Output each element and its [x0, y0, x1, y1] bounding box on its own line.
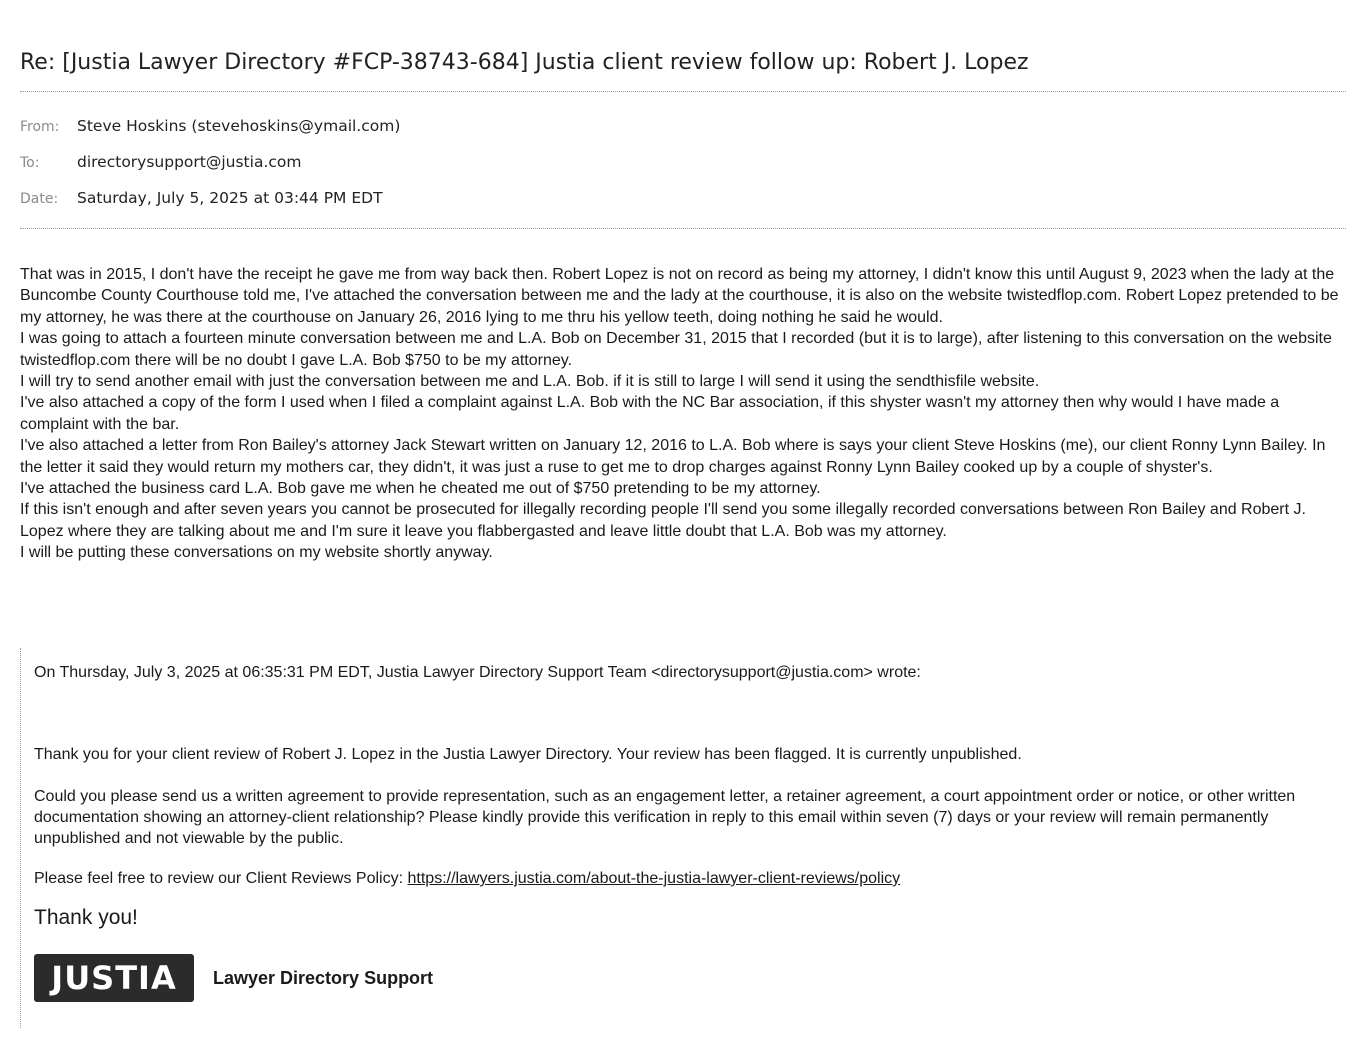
- date-row: [20, 189, 383, 207]
- quote-paragraph-flagged: Thank you for your client review of Robert J. Lopez in the Justia Lawyer Directory. Your review has been flagged. It is currently unpublished.: [34, 746, 1022, 763]
- body-paragraph: I've also attached a letter from Ron Bailey's attorney Jack Stewart written on January 12, 2016 to L.A. Bob where is says your client Steve Hoskins (me), our client Ronny Lynn Bailey. In the letter it said they would return my mothers car, they didn't, it was just a ruse to get me to drop charges against Ronny Lynn Bailey cooked up by a couple of shyster's.: [20, 437, 1326, 476]
- to-value[interactable]: directorysupport@justia.com: [77, 153, 302, 171]
- body-paragraph: I will be putting these conversations on my website shortly anyway.: [20, 544, 493, 562]
- from-value[interactable]: Steve Hoskins (stevehoskins@ymail.com): [77, 117, 401, 135]
- justia-logo: JUSTIA: [34, 954, 194, 1002]
- thank-you-text: Thank you!: [34, 906, 138, 929]
- policy-prefix: Please feel free to review our Client Reviews Policy:: [34, 870, 408, 887]
- date-value: Saturday, July 5, 2025 at 03:44 PM EDT: [77, 189, 383, 207]
- body-paragraph: I've also attached a copy of the form I used when I filed a complaint against L.A. Bob with the NC Bar association, if this shyster wasn't my attorney then why would I have made a complaint with the bar.: [20, 394, 1280, 433]
- body-paragraph: I will try to send another email with just the conversation between me and L.A. Bob. if it is still to large I will send it using the sendthisfile website.: [20, 373, 1040, 391]
- to-row: [20, 153, 301, 171]
- body-paragraph: I've attached the business card L.A. Bob gave me when he cheated me out of $750 pretending to be my attorney.: [20, 480, 821, 498]
- policy-link[interactable]: https://lawyers.justia.com/about-the-justia-lawyer-client-reviews/policy: [407, 870, 901, 887]
- header-divider: [20, 91, 1346, 92]
- from-label: From:: [20, 119, 60, 135]
- body-paragraph: If this isn't enough and after seven years you cannot be prosecuted for illegally recording people I'll send you some illegally recorded conversations between Ron Bailey and Robert J. Lopez where they are talking about me and I'm sure it leave you flabbergasted and leave little doubt that L.A. Bob was my attorney.: [20, 501, 1306, 540]
- quoted-message: [20, 648, 1341, 1028]
- body-paragraph: That was in 2015, I don't have the receipt he gave me from way back then. Robert Lopez is not on record as being my attorney, I didn't know this until August 9, 2023 when the lady at the Buncombe County Courthouse told me, I've attached the conversation between me and the lady at the courthouse, it is also on the website twistedflop.com. Robert Lopez pretended to be my attorney, he was there at the courthouse on January 26, 2016 lying to me thru his yellow teeth, doing nothing he said he would.: [20, 266, 1339, 326]
- quote-header: On Thursday, July 3, 2025 at 06:35:31 PM EDT, Justia Lawyer Directory Support Team <directorysupport@justia.com> wrote:: [34, 664, 921, 681]
- date-label: Date:: [20, 191, 59, 207]
- body-divider: [20, 228, 1346, 229]
- quote-paragraph-request: Could you please send us a written agreement to provide representation, such as an engagement letter, a retainer agreement, a court appointment order or notice, or other written documentation showing an attorney-client relationship? Please kindly provide this verification in reply to this email within seven (7) days or your review will remain permanently unpublished and not viewable by the public.: [34, 788, 1296, 847]
- quote-paragraph-policy: [34, 868, 1339, 889]
- to-label: To:: [20, 155, 40, 171]
- email-body: [20, 264, 1350, 564]
- from-row: [20, 117, 400, 135]
- body-paragraph: I was going to attach a fourteen minute conversation between me and L.A. Bob on December 31, 2015 that I recorded (but it is to large), after listening to this conversation on the website twistedflop.com there will be no doubt I gave L.A. Bob $750 to be my attorney.: [20, 330, 1332, 369]
- signature: Lawyer Directory Support: [213, 968, 434, 988]
- email-subject: Re: [Justia Lawyer Directory #FCP-38743-684] Justia client review follow up: Robert J. Lopez: [20, 50, 1029, 75]
